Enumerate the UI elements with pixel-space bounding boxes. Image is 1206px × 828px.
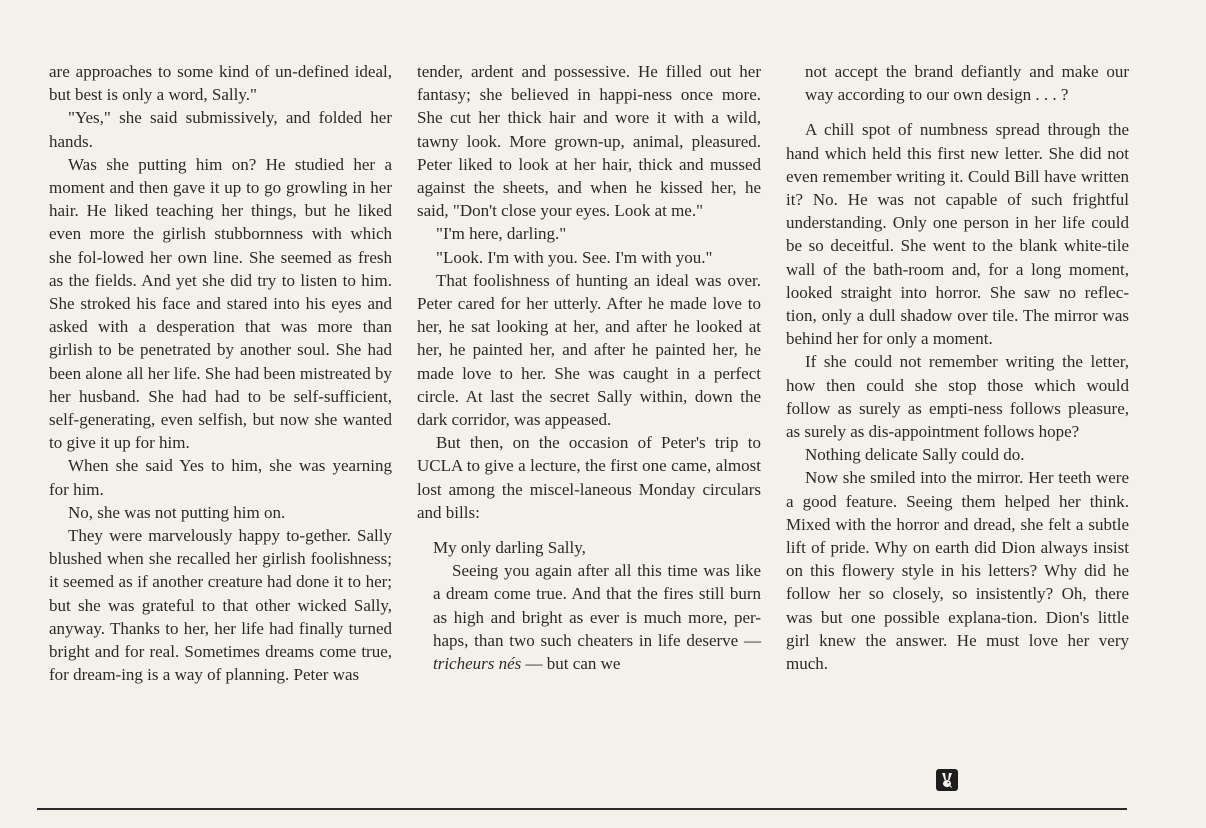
paragraph: That foolishness of hunting an ideal was over. Peter cared for her utterly. After he made love to her, he sat looking at her, and after he looked at her, he painted her, and after he painted her, he made love to her. She was caught in a perfect circle. At last the secret Sally within, down the dark corridor, was appeased. — [417, 270, 761, 430]
letter-body — [433, 559, 761, 675]
paragraph: If she could not remember writing the letter, how then could she stop those which would follow as surely as empti-ness follows pleasure, as surely as dis-appointment follows hope? — [786, 352, 1129, 442]
letter-text: Seeing you again after all this time was like a dream come true. And that the fires still burn as high and bright as ever is much more, per-haps, than two such cheaters in life deserve — — [433, 561, 761, 650]
text-column-1 — [49, 60, 392, 686]
letter-continuation: not accept the brand defiantly and make our way according to our own design . . . ? — [805, 62, 1129, 105]
paragraph: "Yes," she said submissively, and folded her hands. — [49, 108, 392, 151]
letter-continuation-block — [805, 60, 1129, 106]
paragraph: are approaches to some kind of un-defined ideal, but best is only a word, Sally." — [49, 62, 392, 105]
paragraph: A chill spot of numbness spread through the hand which held this first new letter. She did not even remember writing it. Could Bill have written it? No. He was not capable of such frightful understanding. Only one person in her life could be so deceitful. She went to the blank white-tile wall of the bath-room and, for a long moment, looked straight into horror. She saw no reflec-tion, only a dull shadow over tile. The mirror was behind her for only a moment. — [786, 120, 1129, 349]
spacer — [786, 106, 1129, 118]
spacer — [417, 524, 761, 536]
letter-text-end: — but can we — [521, 654, 621, 674]
paragraph: "I'm here, darling." — [436, 224, 567, 244]
paragraph: tender, ardent and possessive. He filled out her fantasy; she believed in happi-ness once more. She cut her thick hair and wore it with a wild, tawny look. More grown-up, animal, pleasured. Peter liked to look at her hair, thick and mussed against the sheets, and when he kissed her, he said, "Don't close your eyes. Look at me." — [417, 62, 761, 221]
letter-excerpt — [433, 536, 761, 675]
rabbit-head-icon — [936, 769, 958, 791]
text-column-2 — [417, 60, 761, 675]
paragraph: Nothing delicate Sally could do. — [805, 445, 1025, 465]
paragraph: But then, on the occasion of Peter's trip to UCLA to give a lecture, the first one came, almost lost among the miscel-laneous Monday circulars and bills: — [417, 433, 761, 522]
text-column-3 — [786, 60, 1129, 675]
letter-salutation: My only darling Sally, — [433, 538, 586, 558]
paragraph: Was she putting him on? He studied her a moment and then gave it up to go growling in her hair. He liked teaching her things, but he liked even more the girlish stubbornness with which she fol-lowed her own line. She seemed as fresh as the fields. And yet she did try to listen to him. She stroked his face and stared into his eyes and asked with a desperation that was more than girlish to be penetrated by another soul. She had been alone all her life. She had been mistreated by her husband. She had had to be self-sufficient, self-generating, even selfish, but now she wanted to give it up for him. — [49, 154, 392, 453]
paragraph: No, she was not putting him on. — [68, 502, 286, 522]
paragraph: They were marvelously happy to-gether. Sally blushed when she recalled her girlish foolishness; it seemed as if another creature had done it to her; but she was grateful to that other wicked Sally, anyway. Thanks to her, her life had finally turned bright and for real. Sometimes dreams come true, for dream-ing is a way of planning. Peter was — [49, 526, 392, 685]
paragraph: Now she smiled into the mirror. Her teeth were a good feature. Seeing them helped her think. Mixed with the horror and dread, she felt a subtle lift of pride. Why on earth did Dion always insist on this flowery style in his letters? Why did he follow her so closely, so insistently? Oh, there was but one possible explana-tion. Dion's little girl knew the answer. He must love her very much. — [786, 468, 1129, 674]
letter-italic-phrase: tricheurs nés — [433, 654, 522, 674]
bottom-rule — [37, 808, 1127, 810]
paragraph: "Look. I'm with you. See. I'm with you." — [436, 247, 713, 267]
paragraph: When she said Yes to him, she was yearning for him. — [49, 456, 392, 499]
